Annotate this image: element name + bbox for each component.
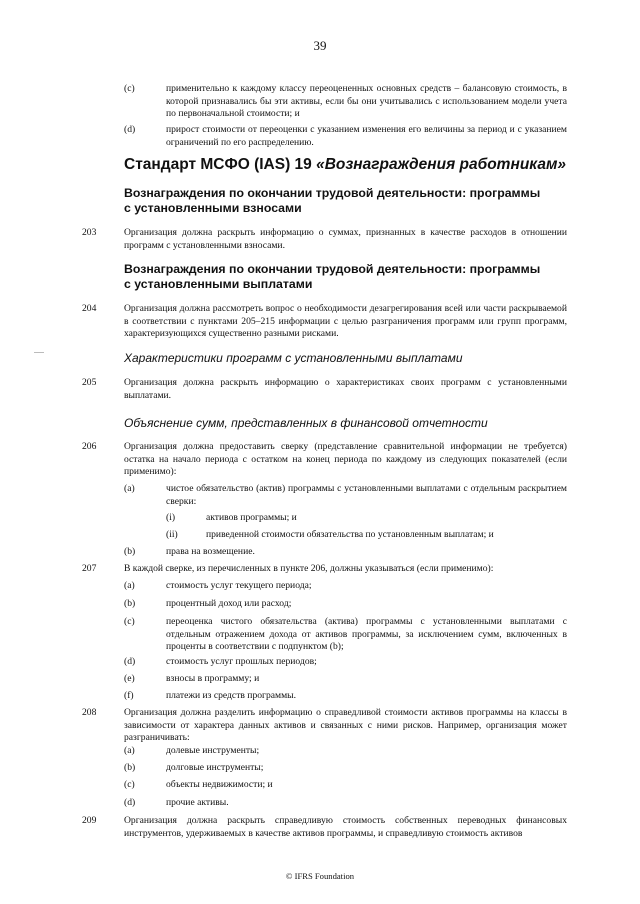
item-label: (a) — [124, 580, 135, 591]
item-text: прирост стоимости от переоценки с указанием изменения его величины за период и с указанием ограничений по его распределению. — [166, 124, 567, 148]
page-number: 39 — [313, 38, 327, 53]
subitem-text: приведенной стоимости обязательства по установленным выплатам; и — [206, 529, 494, 540]
subitem-label: (i) — [166, 512, 176, 523]
item-label: (c) — [124, 616, 135, 627]
paragraph-text: Организация должна предоставить сверку (представление сравнительной информации не требуется) остатка на начало периода с остатком на конец периода по каждому из следующих показателей (если применимо): — [124, 441, 567, 478]
item-text: взносы в программу; и — [166, 673, 260, 684]
paragraph-number: 203 — [82, 227, 97, 238]
paragraph-text: В каждой сверке, из перечисленных в пункте 206, должны указываться (если применимо): — [124, 563, 494, 574]
margin-mark — [34, 352, 44, 353]
item-label: (f) — [124, 690, 134, 701]
item-label: (d) — [124, 797, 136, 808]
paragraph-number: 207 — [82, 563, 97, 574]
item-label: (b) — [124, 546, 136, 557]
item-label: (a) — [124, 483, 135, 494]
paragraph-number: 209 — [82, 815, 97, 826]
section-heading-defined-contribution: Вознаграждения по окончании трудовой деятельности: программы с установленными взносами — [124, 186, 541, 215]
item-label: (a) — [124, 745, 135, 756]
item-label: (b) — [124, 598, 136, 609]
subheading-characteristics: Характеристики программ с установленными выплатами — [124, 351, 463, 365]
paragraph-number: 205 — [82, 377, 97, 388]
paragraph-text: Организация должна рассмотреть вопрос о необходимости дезагрегирования всей или части раскрываемой в соответствии с пунктами 205–215 информации с целью разграничения программ или групп программ, характеризующихся существенно разными рисками. — [124, 303, 567, 340]
standard-heading-prefix: Стандарт МСФО (IAS) 19 — [124, 156, 317, 173]
subheading-explanation: Объяснение сумм, представленных в финансовой отчетности — [124, 416, 488, 430]
section-heading-defined-benefit: Вознаграждения по окончании трудовой деятельности: программы с установленными выплатами — [124, 262, 541, 291]
item-text: прочие активы. — [166, 797, 229, 808]
item-text: стоимость услуг текущего периода; — [166, 580, 312, 591]
paragraph-text: Организация должна раскрыть информацию о характеристиках своих программ с установленными выплатами. — [124, 377, 567, 401]
item-label: (b) — [124, 762, 136, 773]
paragraph-text: Организация должна раскрыть справедливую стоимость собственных переводных финансовых инструментов, удерживаемых в качестве активов программы, и справедливую стоимость активов — [124, 815, 567, 839]
standard-heading-title: «Вознаграждения работникам» — [316, 156, 567, 173]
item-text: объекты недвижимости; и — [166, 779, 273, 790]
item-label: (c) — [124, 83, 135, 94]
subitem-text: активов программы; и — [206, 512, 297, 523]
item-label: (c) — [124, 779, 135, 790]
item-text: применительно к каждому классу переоцененных основных средств – балансовую стоимость, в которой признавались бы эти активы, если бы они учитывались с использованием модели учета по первоначальной стоимости; и — [166, 83, 567, 120]
paragraph-text: Организация должна разделить информацию о справедливой стоимости активов программы на классы в зависимости от характера данных активов и связанных с ними рисков. Например, организация может разграничивать: — [124, 707, 567, 744]
paragraph-text: Организация должна раскрыть информацию о суммах, признанных в качестве расходов в отношении программ с установленными взносами. — [124, 227, 567, 251]
item-label: (e) — [124, 673, 135, 684]
item-text: платежи из средств программы. — [166, 690, 297, 701]
item-text: права на возмещение. — [166, 546, 255, 557]
footer: © IFRS Foundation — [285, 871, 355, 881]
subitem-label: (ii) — [166, 529, 178, 540]
paragraph-number: 206 — [82, 441, 97, 452]
item-text: стоимость услуг прошлых периодов; — [166, 656, 317, 667]
paragraph-number: 208 — [82, 707, 97, 718]
item-label: (d) — [124, 124, 136, 135]
paragraph-number: 204 — [82, 303, 97, 314]
item-text: чистое обязательство (актив) программы с установленными выплатами с отдельным раскрытием сверки: — [166, 483, 567, 507]
item-text: долевые инструменты; — [166, 745, 260, 756]
item-text: переоценка чистого обязательства (актива) программы с установленными выплатами с отдельным отражением дохода от активов программы, за исключением сумм, включенных в проценты в соответствии с подпунктом (b); — [166, 616, 567, 653]
item-text: процентный доход или расход; — [166, 598, 292, 609]
item-text: долговые инструменты; — [166, 762, 264, 773]
item-label: (d) — [124, 656, 136, 667]
standard-heading — [124, 156, 566, 174]
